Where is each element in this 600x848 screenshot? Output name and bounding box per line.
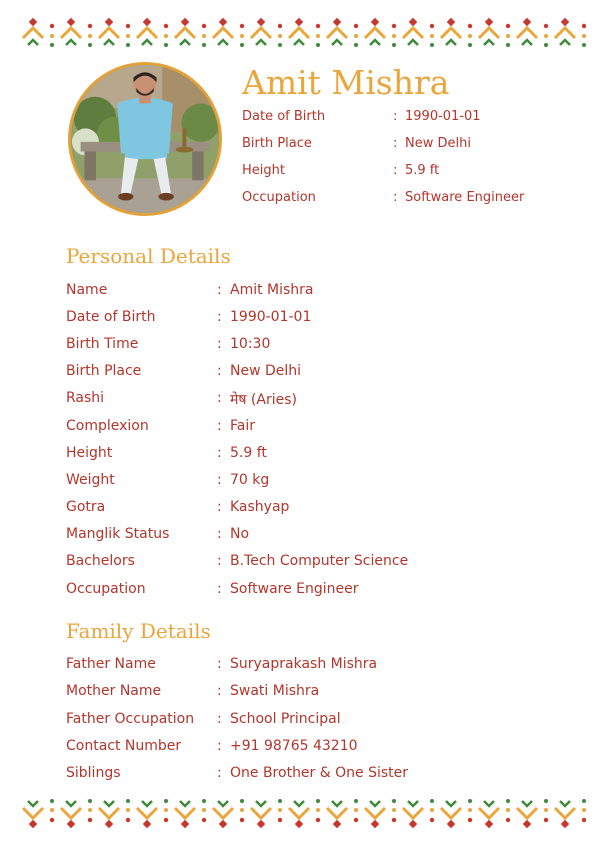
detail-label: Siblings xyxy=(66,765,121,781)
header-row-occupation xyxy=(242,184,572,211)
detail-separator: : xyxy=(217,683,222,699)
detail-label: Weight xyxy=(66,472,115,488)
detail-separator: : xyxy=(217,738,222,754)
detail-label: Occupation xyxy=(66,581,146,597)
detail-separator: : xyxy=(217,765,222,781)
personal-row-birth-place xyxy=(66,358,526,385)
personal-row-manglik xyxy=(66,521,526,548)
personal-row-height xyxy=(66,440,526,467)
profile-photo xyxy=(68,62,222,216)
detail-label: Mother Name xyxy=(66,683,162,699)
detail-separator: : xyxy=(217,336,222,352)
detail-value: New Delhi xyxy=(230,363,302,379)
family-details-heading: Family Details xyxy=(66,619,211,643)
personal-row-weight xyxy=(66,467,526,494)
family-row-siblings xyxy=(66,760,526,787)
detail-label: Contact Number xyxy=(66,738,182,754)
detail-value: 1990-01-01 xyxy=(230,309,312,325)
personal-row-name xyxy=(66,277,526,304)
personal-details-heading: Personal Details xyxy=(66,244,231,268)
detail-value: 5.9 ft xyxy=(230,445,267,461)
detail-value: मेष (Aries) xyxy=(230,392,297,408)
header-label: Height xyxy=(242,163,285,178)
detail-label: Manglik Status xyxy=(66,526,170,542)
detail-separator: : xyxy=(217,472,222,488)
personal-row-bachelors xyxy=(66,548,526,575)
detail-label: Gotra xyxy=(66,499,106,515)
detail-label: Birth Time xyxy=(66,336,139,352)
header-row-height xyxy=(242,157,572,184)
detail-label: Birth Place xyxy=(66,363,142,379)
detail-separator: : xyxy=(217,656,222,672)
family-row-father-occupation xyxy=(66,706,526,733)
detail-separator: : xyxy=(217,363,222,379)
personal-row-occupation xyxy=(66,576,526,603)
personal-row-rashi xyxy=(66,385,526,412)
detail-label: Father Occupation xyxy=(66,711,195,727)
header-value: 5.9 ft xyxy=(405,163,440,178)
header-separator: : xyxy=(393,163,398,178)
detail-value: B.Tech Computer Science xyxy=(230,553,409,569)
detail-value: Amit Mishra xyxy=(230,282,314,298)
detail-value: Fair xyxy=(230,418,255,434)
detail-label: Height xyxy=(66,445,113,461)
profile-name-title: Amit Mishra xyxy=(242,63,450,102)
header-separator: : xyxy=(393,136,398,151)
detail-label: Name xyxy=(66,282,108,298)
personal-row-complexion xyxy=(66,413,526,440)
detail-value: 70 kg xyxy=(230,472,270,488)
header-value: 1990-01-01 xyxy=(405,109,481,124)
detail-value: Suryaprakash Mishra xyxy=(230,656,378,672)
family-row-father-name xyxy=(66,651,526,678)
detail-separator: : xyxy=(217,390,222,406)
detail-separator: : xyxy=(217,553,222,569)
detail-value: +91 98765 43210 xyxy=(230,738,358,754)
detail-value: Software Engineer xyxy=(230,581,359,597)
detail-value: Swati Mishra xyxy=(230,683,320,699)
family-row-mother-name xyxy=(66,678,526,705)
detail-label: Rashi xyxy=(66,390,105,406)
detail-label: Bachelors xyxy=(66,553,135,569)
header-label: Birth Place xyxy=(242,136,312,151)
detail-label: Father Name xyxy=(66,656,156,672)
detail-separator: : xyxy=(217,711,222,727)
detail-label: Complexion xyxy=(66,418,149,434)
personal-row-gotra xyxy=(66,494,526,521)
header-label: Occupation xyxy=(242,190,316,205)
detail-value: No xyxy=(230,526,250,542)
detail-value: One Brother & One Sister xyxy=(230,765,409,781)
bottom-decorative-border xyxy=(14,796,586,832)
personal-row-dob xyxy=(66,304,526,331)
detail-separator: : xyxy=(217,309,222,325)
header-separator: : xyxy=(393,109,398,124)
header-label: Date of Birth xyxy=(242,109,326,124)
detail-value: Kashyap xyxy=(230,499,290,515)
detail-separator: : xyxy=(217,581,222,597)
detail-separator: : xyxy=(217,418,222,434)
detail-value: School Principal xyxy=(230,711,341,727)
detail-separator: : xyxy=(217,445,222,461)
header-value: Software Engineer xyxy=(405,190,525,205)
detail-separator: : xyxy=(217,282,222,298)
detail-separator: : xyxy=(217,499,222,515)
header-separator: : xyxy=(393,190,398,205)
detail-label: Date of Birth xyxy=(66,309,156,325)
header-value: New Delhi xyxy=(405,136,471,151)
detail-value: 10:30 xyxy=(230,336,271,352)
personal-row-birth-time xyxy=(66,331,526,358)
header-row-birth-place xyxy=(242,130,572,157)
detail-separator: : xyxy=(217,526,222,542)
header-row-dob xyxy=(242,103,572,130)
family-row-contact-number xyxy=(66,733,526,760)
top-decorative-border xyxy=(14,14,586,50)
